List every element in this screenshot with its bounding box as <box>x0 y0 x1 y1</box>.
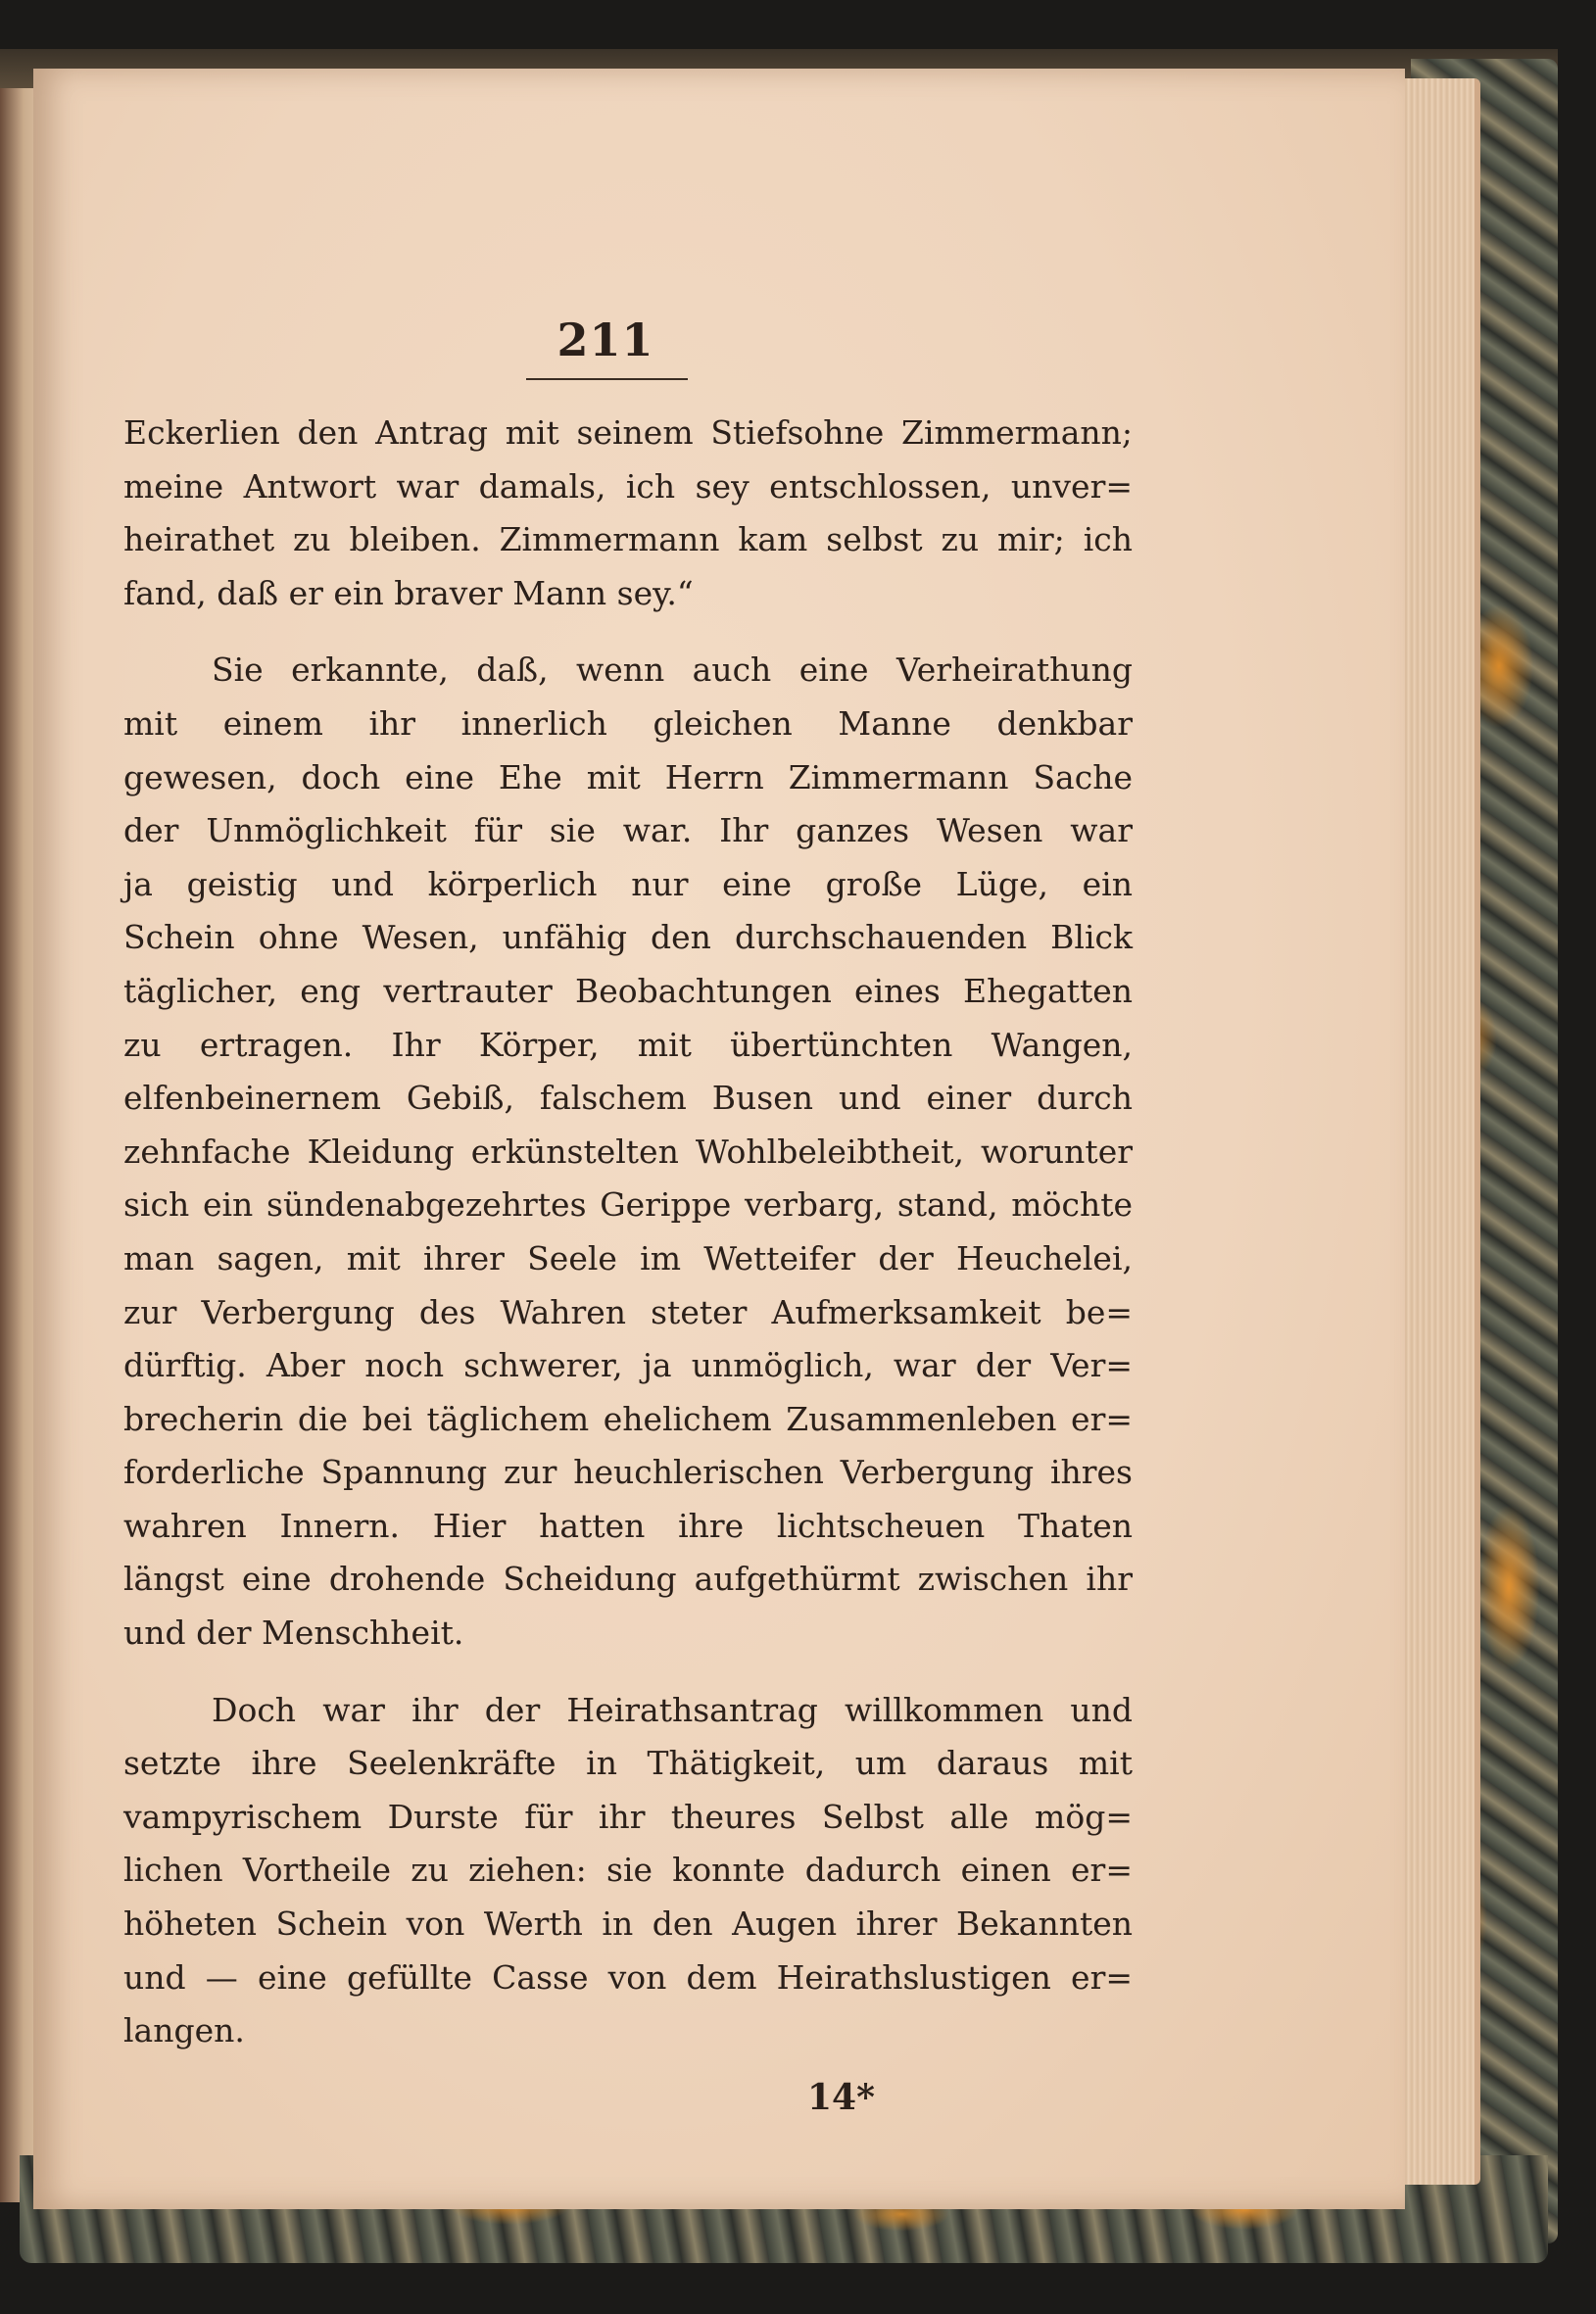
text-line: wahren Innern. Hier hatten ihre lichtscheuen Thaten <box>123 1506 1133 1545</box>
text-line: zehnfache Kleidung erkünstelten Wohlbeleibtheit, worunter <box>123 1132 1133 1171</box>
text-line: und — eine gefüllte Casse von dem Heirathslustigen er= <box>123 1957 1133 1997</box>
text-line: Schein ohne Wesen, unfähig den durchschauenden Blick <box>123 918 1133 957</box>
page-number: 211 <box>556 313 654 366</box>
text-line: meine Antwort war damals, ich sey entschlossen, unver= <box>123 466 1133 506</box>
text-line: Doch war ihr der Heirathsantrag willkommen und <box>212 1690 1133 1729</box>
text-line: vampyrischem Durste für ihr theures Selbst alle mög= <box>123 1797 1133 1836</box>
text-line: zur Verbergung des Wahren steter Aufmerksamkeit be= <box>123 1292 1133 1331</box>
text-line: sich ein sündenabgezehrtes Gerippe verbarg, stand, möchte <box>123 1185 1133 1225</box>
paragraph-1 <box>123 407 1133 620</box>
book-page <box>33 69 1405 2209</box>
text-line: und der Menschheit. <box>123 1614 464 1653</box>
body-text <box>123 407 1133 2058</box>
text-line: langen. <box>123 2011 245 2050</box>
signature-mark: 14* <box>807 2077 875 2118</box>
text-line: heirathet zu bleiben. Zimmermann kam selbst zu mir; ich <box>123 520 1133 559</box>
text-line: fand, daß er ein braver Mann sey.“ <box>123 573 694 612</box>
text-line: Sie erkannte, daß, wenn auch eine Verheirathung <box>212 651 1133 690</box>
text-line: brecherin die bei täglichem ehelichem Zusammenleben er= <box>123 1399 1133 1438</box>
text-line: lichen Vortheile zu ziehen: sie konnte dadurch einen er= <box>123 1851 1133 1890</box>
paragraph-3 <box>123 1684 1133 2058</box>
text-line: man sagen, mit ihrer Seele im Wetteifer der Heuchelei, <box>123 1238 1133 1278</box>
text-line: täglicher, eng vertrauter Beobachtungen eines Ehegatten <box>123 971 1133 1010</box>
text-line: elfenbeinernem Gebiß, falschem Busen und einer durch <box>123 1079 1133 1118</box>
text-line: ja geistig und körperlich nur eine große Lüge, ein <box>123 864 1133 903</box>
text-line: dürftig. Aber noch schwerer, ja unmöglich, war der Ver= <box>123 1346 1133 1385</box>
text-line: der Unmöglichkeit für sie war. Ihr ganzes Wesen war <box>123 811 1133 850</box>
text-line: setzte ihre Seelenkräfte in Thätigkeit, um daraus mit <box>123 1744 1133 1783</box>
text-line: höheten Schein von Werth in den Augen ihrer Bekannten <box>123 1904 1133 1944</box>
paragraph-2 <box>123 644 1133 1660</box>
text-line: Eckerlien den Antrag mit seinem Stiefsohne Zimmermann; <box>123 413 1133 452</box>
text-line: längst eine drohende Scheidung aufgethürmt zwischen ihr <box>123 1560 1133 1599</box>
text-line: zu ertragen. Ihr Körper, mit übertünchten Wangen, <box>123 1025 1133 1064</box>
text-line: mit einem ihr innerlich gleichen Manne denkbar <box>123 703 1133 743</box>
page-number-rule <box>526 378 688 380</box>
text-line: gewesen, doch eine Ehe mit Herrn Zimmermann Sache <box>123 757 1133 796</box>
text-line: forderliche Spannung zur heuchlerischen Verbergung ihres <box>123 1453 1133 1492</box>
